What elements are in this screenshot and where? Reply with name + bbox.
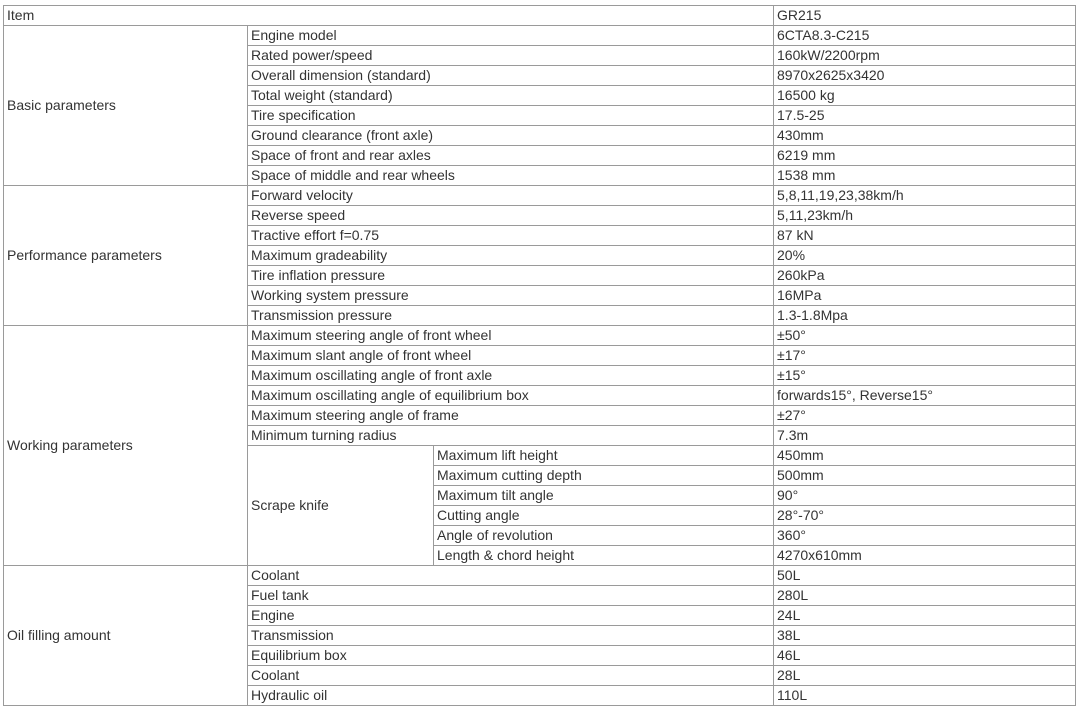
param-value: 46L bbox=[774, 646, 1076, 666]
table-row bbox=[4, 326, 1076, 346]
param-label: Maximum tilt angle bbox=[434, 486, 774, 506]
param-value: 1538 mm bbox=[774, 166, 1076, 186]
param-label: Rated power/speed bbox=[248, 46, 774, 66]
param-label: Minimum turning radius bbox=[248, 426, 774, 446]
param-value: 5,11,23km/h bbox=[774, 206, 1076, 226]
param-value: 90° bbox=[774, 486, 1076, 506]
param-label: Working system pressure bbox=[248, 286, 774, 306]
param-value: 260kPa bbox=[774, 266, 1076, 286]
param-label: Total weight (standard) bbox=[248, 86, 774, 106]
param-value: 17.5-25 bbox=[774, 106, 1076, 126]
param-value: 1.3-1.8Mpa bbox=[774, 306, 1076, 326]
table-row bbox=[4, 186, 1076, 206]
param-label: Maximum cutting depth bbox=[434, 466, 774, 486]
param-label: Coolant bbox=[248, 566, 774, 586]
param-label: Equilibrium box bbox=[248, 646, 774, 666]
param-label: Transmission bbox=[248, 626, 774, 646]
spec-table bbox=[3, 5, 1076, 706]
param-label: Ground clearance (front axle) bbox=[248, 126, 774, 146]
param-value: 28°-70° bbox=[774, 506, 1076, 526]
param-label: Transmission pressure bbox=[248, 306, 774, 326]
param-value: 8970x2625x3420 bbox=[774, 66, 1076, 86]
param-value: ±50° bbox=[774, 326, 1076, 346]
section-working-parameters: Working parameters bbox=[4, 326, 248, 566]
param-label: Space of front and rear axles bbox=[248, 146, 774, 166]
param-label: Forward velocity bbox=[248, 186, 774, 206]
param-label: Maximum steering angle of front wheel bbox=[248, 326, 774, 346]
param-value: 5,8,11,19,23,38km/h bbox=[774, 186, 1076, 206]
param-label: Maximum oscillating angle of front axle bbox=[248, 366, 774, 386]
param-value: ±27° bbox=[774, 406, 1076, 426]
param-label: Maximum oscillating angle of equilibrium box bbox=[248, 386, 774, 406]
param-label: Cutting angle bbox=[434, 506, 774, 526]
param-label: Reverse speed bbox=[248, 206, 774, 226]
param-label: Coolant bbox=[248, 666, 774, 686]
param-label: Tractive effort f=0.75 bbox=[248, 226, 774, 246]
param-value: 360° bbox=[774, 526, 1076, 546]
param-value: 7.3m bbox=[774, 426, 1076, 446]
param-value: ±15° bbox=[774, 366, 1076, 386]
param-label: Tire specification bbox=[248, 106, 774, 126]
param-label: Space of middle and rear wheels bbox=[248, 166, 774, 186]
param-label: Maximum slant angle of front wheel bbox=[248, 346, 774, 366]
param-label: Engine bbox=[248, 606, 774, 626]
param-value: 20% bbox=[774, 246, 1076, 266]
table-row bbox=[4, 26, 1076, 46]
section-performance-parameters: Performance parameters bbox=[4, 186, 248, 326]
param-value: 16500 kg bbox=[774, 86, 1076, 106]
param-value: 450mm bbox=[774, 446, 1076, 466]
param-value: 6CTA8.3-C215 bbox=[774, 26, 1076, 46]
param-value: 6219 mm bbox=[774, 146, 1076, 166]
header-model: GR215 bbox=[774, 6, 1076, 26]
param-value: 110L bbox=[774, 686, 1076, 706]
param-value: 16MPa bbox=[774, 286, 1076, 306]
param-label: Angle of revolution bbox=[434, 526, 774, 546]
param-label: Length & chord height bbox=[434, 546, 774, 566]
param-value: 500mm bbox=[774, 466, 1076, 486]
section-basic-parameters: Basic parameters bbox=[4, 26, 248, 186]
header-item: Item bbox=[4, 6, 774, 26]
param-label: Tire inflation pressure bbox=[248, 266, 774, 286]
param-label: Overall dimension (standard) bbox=[248, 66, 774, 86]
param-value: 4270x610mm bbox=[774, 546, 1076, 566]
param-value: forwards15°, Reverse15° bbox=[774, 386, 1076, 406]
table-row bbox=[4, 566, 1076, 586]
param-value: ±17° bbox=[774, 346, 1076, 366]
param-label: Hydraulic oil bbox=[248, 686, 774, 706]
param-label: Maximum lift height bbox=[434, 446, 774, 466]
param-label: Fuel tank bbox=[248, 586, 774, 606]
param-value: 280L bbox=[774, 586, 1076, 606]
param-label: Engine model bbox=[248, 26, 774, 46]
param-value: 50L bbox=[774, 566, 1076, 586]
param-value: 87 kN bbox=[774, 226, 1076, 246]
header-row bbox=[4, 6, 1076, 26]
param-value: 24L bbox=[774, 606, 1076, 626]
section-oil-filling-amount: Oil filling amount bbox=[4, 566, 248, 706]
param-value: 160kW/2200rpm bbox=[774, 46, 1076, 66]
param-value: 38L bbox=[774, 626, 1076, 646]
subgroup-scrape-knife: Scrape knife bbox=[248, 446, 434, 566]
param-value: 430mm bbox=[774, 126, 1076, 146]
param-label: Maximum gradeability bbox=[248, 246, 774, 266]
param-value: 28L bbox=[774, 666, 1076, 686]
param-label: Maximum steering angle of frame bbox=[248, 406, 774, 426]
